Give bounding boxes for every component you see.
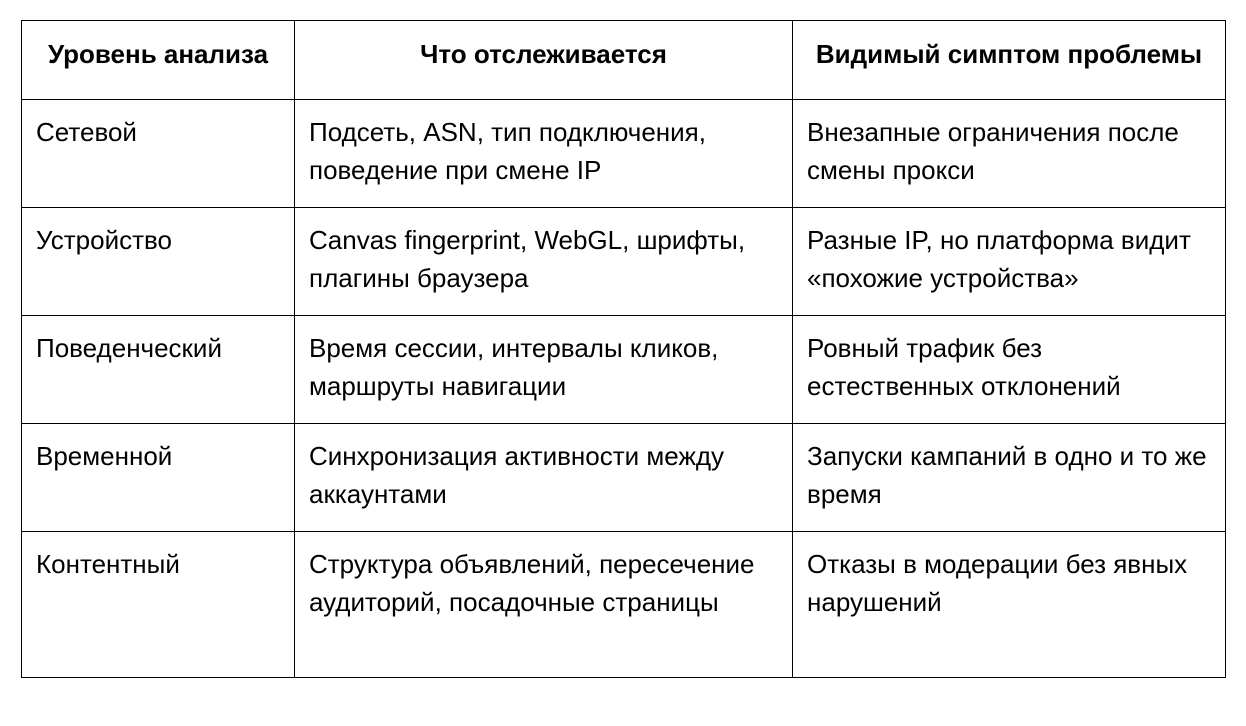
cell-level: Временной — [22, 424, 295, 532]
table-row — [22, 424, 1226, 532]
analysis-table — [21, 20, 1226, 678]
header-visible-symptom: Видимый симптом проблемы — [793, 21, 1226, 100]
cell-tracked: Canvas fingerprint, WebGL, шрифты, плагины браузера — [295, 208, 793, 316]
cell-symptom: Разные IP, но платформа видит «похожие устройства» — [793, 208, 1226, 316]
header-analysis-level: Уровень анализа — [22, 21, 295, 100]
cell-tracked: Время сессии, интервалы кликов, маршруты навигации — [295, 316, 793, 424]
cell-level: Устройство — [22, 208, 295, 316]
cell-tracked: Синхронизация активности между аккаунтами — [295, 424, 793, 532]
table-row — [22, 316, 1226, 424]
cell-level: Поведенческий — [22, 316, 295, 424]
table-row — [22, 208, 1226, 316]
cell-level: Сетевой — [22, 100, 295, 208]
cell-symptom: Запуски кампаний в одно и то же время — [793, 424, 1226, 532]
table-header-row — [22, 21, 1226, 100]
cell-symptom: Отказы в модерации без явных нарушений — [793, 532, 1226, 678]
table-row — [22, 100, 1226, 208]
cell-symptom: Ровный трафик без естественных отклонений — [793, 316, 1226, 424]
cell-tracked: Структура объявлений, пересечение аудиторий, посадочные страницы — [295, 532, 793, 678]
header-what-is-tracked: Что отслеживается — [295, 21, 793, 100]
cell-tracked: Подсеть, ASN, тип подключения, поведение при смене IP — [295, 100, 793, 208]
analysis-table-container — [21, 20, 1225, 678]
cell-level: Контентный — [22, 532, 295, 678]
table-row — [22, 532, 1226, 678]
cell-symptom: Внезапные ограничения после смены прокси — [793, 100, 1226, 208]
